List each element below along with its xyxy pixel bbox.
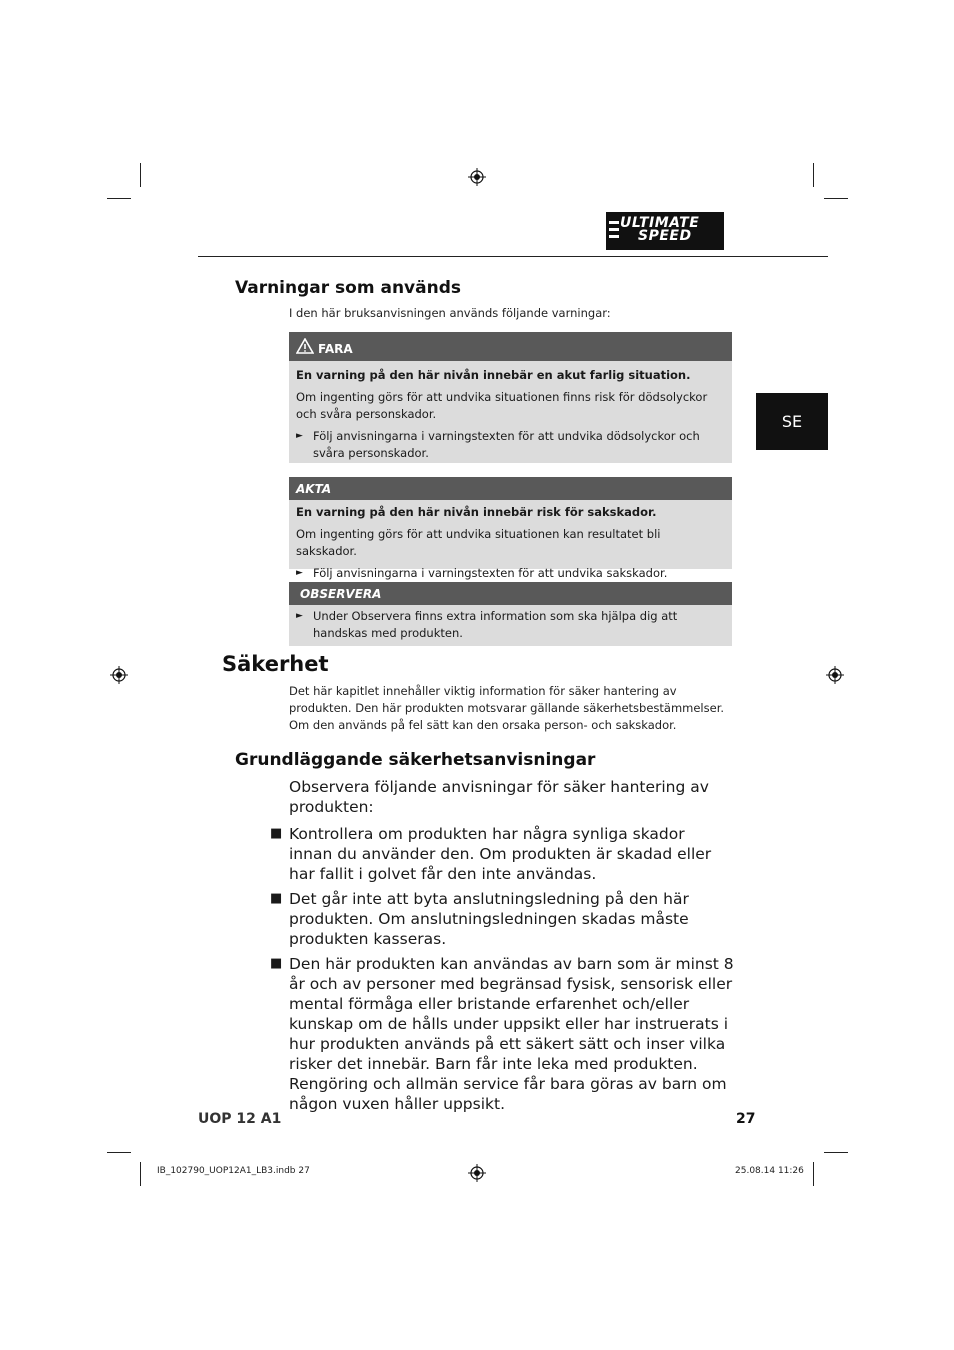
registration-mark-icon <box>826 666 844 684</box>
warning-box-akta <box>289 477 732 580</box>
warning-action: Följ anvisningarna i varningstexten för att undvika dödsolyckor och svåra personskador. <box>313 429 700 460</box>
chapter-title: Säkerhet <box>222 652 329 676</box>
list-item-text: Den här produkten kan användas av barn som är minst 8 år och av personer med begränsad fysisk, sensorisk eller mental förmåga eller bristande erfarenhet och/eller kunskap om de hålls under uppsikt eller har instruerats i hur produkten används på ett säkert sätt och inser vilka risker det innebär. Barn får inte leka med produkten. Rengöring och allmän service får bara göras av barn om någon vuxen håller uppsikt. <box>289 955 734 1113</box>
safety-lead: Observera följande anvisningar för säker hantering av produkten: <box>289 778 709 816</box>
warning-triangle-icon <box>296 338 314 354</box>
list-item <box>270 824 740 884</box>
list-item <box>270 889 740 949</box>
arrow-bullet-icon: ► <box>296 431 303 441</box>
warning-text: Om ingenting görs för att undvika situationen kan resultatet bli sakskador. <box>296 527 661 558</box>
crop-mark <box>813 1162 814 1186</box>
square-bullet-icon: ■ <box>270 826 283 841</box>
warning-text: Om ingenting görs för att undvika situationen finns risk för dödsolyckor och svåra personskador. <box>296 390 708 421</box>
list-item-text: Det går inte att byta anslutningsledning på den här produkten. Om anslutningsledningen skadas måste produkten kasseras. <box>289 890 689 948</box>
print-file-info: IB_102790_UOP12A1_LB3.indb 27 <box>157 1166 310 1176</box>
crop-mark <box>813 163 814 187</box>
logo-line1: ULTIMATE <box>620 215 700 231</box>
crop-mark <box>140 163 141 187</box>
registration-mark-icon <box>468 1164 486 1182</box>
note-label: OBSERVERA <box>300 586 382 601</box>
print-date-info: 25.08.14 11:26 <box>735 1166 804 1176</box>
arrow-bullet-icon: ► <box>296 568 303 578</box>
section-heading: Varningar som används <box>235 278 462 298</box>
section-heading: Grundläggande säkerhetsanvisningar <box>235 750 596 770</box>
warning-label: AKTA <box>296 481 332 496</box>
crop-mark <box>140 1162 141 1186</box>
warning-definition: En varning på den här nivån innebär en akut farlig situation. <box>296 368 691 382</box>
registration-mark-icon <box>110 666 128 684</box>
crop-mark <box>824 1152 848 1153</box>
square-bullet-icon: ■ <box>270 891 283 906</box>
list-item-text: Kontrollera om produkten har några synliga skador innan du använder den. Om produkten är skadad eller har fallit i golvet får den inte användas. <box>289 825 712 883</box>
crop-mark <box>107 198 131 199</box>
note-box-observera <box>289 582 732 646</box>
list-item <box>270 954 740 1114</box>
logo-line2: SPEED <box>638 228 692 244</box>
note-text: Under Observera finns extra information som ska hjälpa dig att handskas med produkten. <box>313 609 678 640</box>
crop-mark <box>824 198 848 199</box>
warning-definition: En varning på den här nivån innebär risk för sakskador. <box>296 505 657 519</box>
arrow-bullet-icon: ► <box>296 611 303 621</box>
footer-model: UOP 12 A1 <box>198 1111 282 1127</box>
crop-mark <box>107 1152 131 1153</box>
warning-label: FARA <box>318 341 353 356</box>
warning-box-fara <box>289 332 732 463</box>
chapter-intro: Det här kapitlet innehåller viktig information för säker hantering av produkten. Den här produkten motsvarar gällande säkerhetsbestämmelser. Om den används på fel sätt kan den orsaka person- och sakskador. <box>289 684 725 732</box>
language-tab: SE <box>756 393 828 450</box>
square-bullet-icon: ■ <box>270 956 283 971</box>
brand-logo <box>606 212 724 250</box>
page-number: 27 <box>736 1111 756 1127</box>
registration-mark-icon <box>468 168 486 186</box>
header-rule <box>198 256 828 257</box>
section-intro: I den här bruksanvisningen används följande varningar: <box>289 306 611 320</box>
warning-action: Följ anvisningarna i varningstexten för att undvika sakskador. <box>313 566 668 580</box>
